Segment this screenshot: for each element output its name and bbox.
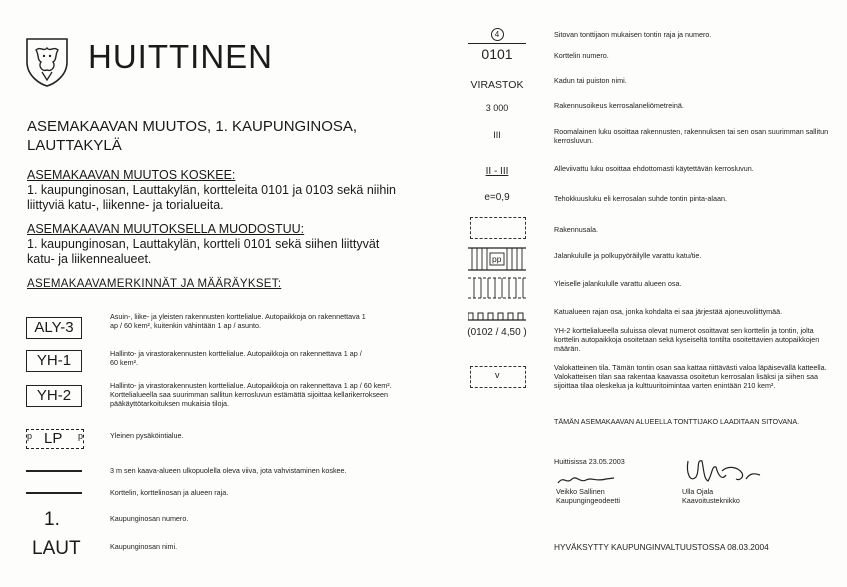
no-access-boundary-symbol	[468, 311, 526, 321]
outer-line-symbol	[26, 470, 82, 472]
desc-yh2: Hallinto- ja virastorakennusten korttelialue. Autopaikkoja on rakennettava 1 ap / 60 kem². Korttelialueella saa suurimman sallitun kerrosluvun estämättä sijoittaa kellarikerrokseen pääkäyttötarkoituksen mukaisia tiloja.	[110, 381, 392, 408]
place-date: Huittisissa 23.05.2003	[554, 457, 625, 466]
plot-number-symbol	[468, 28, 526, 44]
legend-heading: ASEMAKAAVAMERKINNÄT JA MÄÄRÄYKSET:	[27, 278, 282, 290]
desc-district-number: Kaupunginosan numero.	[110, 514, 189, 523]
district-name: LAUT	[32, 538, 81, 559]
desc-building-area: Rakennusala.	[554, 225, 598, 234]
desc-floor-count: Roomalainen luku osoittaa rakennusten, rakennuksen tai sen osan suurimman sallitun kerrosluvun.	[554, 127, 829, 145]
plan-title: ASEMAKAAVAN MUUTOS, 1. KAUPUNGINOSA, LAUTTAKYLÄ	[27, 118, 358, 154]
desc-outer-line: 3 m sen kaava-alueen ulkopuolella oleva viiva, jota vahvistaminen koskee.	[110, 466, 347, 475]
code-yh1: YH-1	[26, 350, 82, 372]
district-number: 1.	[44, 509, 60, 530]
forms-section	[27, 222, 397, 267]
desc-street-name: Kadun tai puiston nimi.	[554, 76, 627, 85]
code-lp: LP	[44, 430, 63, 447]
signer-right-name: Ulla Ojala	[682, 487, 714, 496]
pp-label: pp	[492, 254, 502, 264]
building-area-symbol	[470, 217, 526, 239]
desc-parking-reference: YH-2 korttelialueella suluissa olevat numerot osoittavat sen korttelin ja tontin, jolta korttelin autopaikkoja osoitetaan sekä kyseiseltä tontilta osoitettavien autopaikkojen määrän.	[554, 326, 820, 353]
floor-count: III	[493, 130, 501, 140]
desc-floor-count-underlined: Alleviivattu luku osoittaa ehdottomasti käytettävän kerrosluvun.	[554, 164, 754, 173]
glass-covered-space-symbol	[470, 366, 526, 388]
code-yh2: YH-2	[26, 385, 82, 407]
desc-block-boundary: Korttelin, korttelinosan ja alueen raja.	[110, 488, 229, 497]
plot-number: 4	[491, 28, 504, 41]
approval-note: HYVÄKSYTTY KAUPUNGINVALTUUSTOSSA 08.03.2004	[554, 542, 769, 552]
signer-left-name: Veikko Sallinen	[556, 487, 605, 496]
code-aly3: ALY-3	[26, 317, 82, 339]
efficiency-number: e=0,9	[484, 192, 510, 203]
street-name: VIRASTOK	[470, 79, 524, 91]
pedestrian-street-symbol	[468, 246, 526, 272]
forms-heading: ASEMAKAAVAN MUUTOKSELLA MUODOSTUU:	[27, 222, 305, 236]
concerns-text: 1. kaupunginosan, Lauttakylän, kortteleita 0101 ja 0103 sekä niihin liittyviä katu-, liikenne- ja torialueita.	[27, 183, 397, 212]
parking-area-symbol: p LP p	[27, 430, 83, 447]
floor-count-underlined: II - III	[485, 166, 509, 177]
desc-yh1: Hallinto- ja virastorakennusten korttelialue. Autopaikkoja on rakennettava 1 ap / 60 kem².	[110, 349, 362, 367]
forms-text: 1. kaupunginosan, Lauttakylän, kortteli 0101 sekä siihen liittyvät katu- ja liikennealueet.	[27, 237, 380, 266]
parking-reference: (0102 / 4,50 )	[467, 327, 527, 338]
desc-block-number: Korttelin numero.	[554, 51, 609, 60]
desc-pedestrian-street: Jalankululle ja polkupyöräilylle varattu katu/tie.	[554, 251, 702, 260]
signer-right-title: Kaavoitusteknikko	[682, 496, 740, 505]
v-label: v	[495, 370, 500, 380]
coat-of-arms-icon	[24, 36, 70, 88]
desc-lp: Yleinen pysäköintialue.	[110, 431, 184, 440]
desc-efficiency: Tehokkuusluku eli kerrosalan suhde tontin pinta-alaan.	[554, 194, 728, 203]
desc-no-access: Katualueen rajan osa, jonka kohdalta ei saa järjestää ajoneuvoliittymää.	[554, 307, 783, 316]
desc-aly3: Asuin-, liike- ja yleisten rakennusten korttelialue. Autopaikkoja on rakennettava 1 ap / 60 kem², kuitenkin vähintään 1 ap / asunto.	[110, 312, 366, 330]
concerns-section	[27, 168, 397, 213]
desc-floor-area: Rakennusoikeus kerrosalaneliömetreinä.	[554, 101, 684, 110]
signature-left-icon	[556, 471, 616, 487]
signature-right-icon	[682, 455, 762, 489]
block-boundary-symbol	[26, 492, 82, 494]
desc-plot-number: Sitovan tonttijaon mukaisen tontin raja ja numero.	[554, 30, 712, 39]
concerns-heading: ASEMAKAAVAN MUUTOS KOSKEE:	[27, 168, 236, 182]
desc-district-name: Kaupunginosan nimi.	[110, 542, 178, 551]
block-number: 0101	[481, 46, 513, 62]
floor-area: 3 000	[485, 103, 509, 113]
binding-note: TÄMÄN ASEMAKAAVAN ALUEELLA TONTTIJAKO LAADITAAN SITOVANA.	[554, 417, 800, 426]
pedestrian-area-symbol	[468, 276, 526, 300]
desc-pedestrian-area: Yleiselle jalankululle varattu alueen osa.	[554, 279, 682, 288]
desc-glass-covered: Valokatteinen tila. Tämän tontin osan saa kattaa riittävästi valoa läpäisevällä katteella. Valokatteisen tilan saa rakentaa kaavassa osoitetun kerrosalan lisäksi ja siihen saa sijoittaa tilaa oleskelua ja kulttuuritoimintaa varten enintään 210 kem².	[554, 363, 827, 390]
signer-left-title: Kaupungingeodeetti	[556, 496, 620, 505]
city-title: HUITTINEN	[88, 38, 273, 75]
